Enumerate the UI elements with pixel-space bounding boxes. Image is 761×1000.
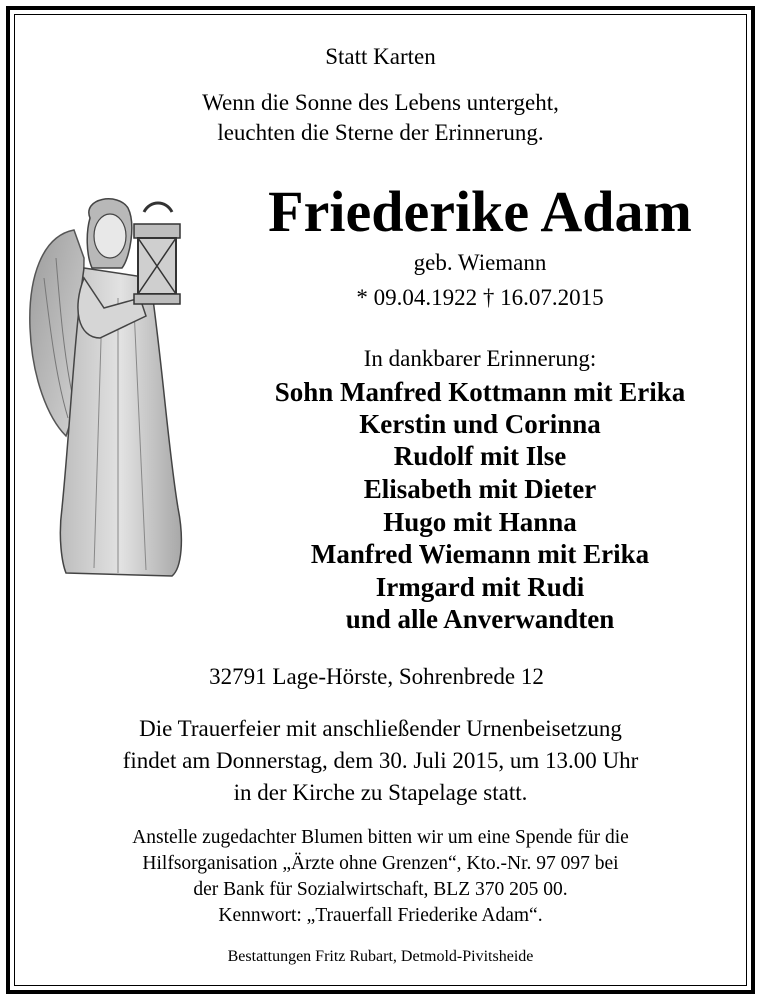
motto-line-1: Wenn die Sonne des Lebens untergeht, <box>202 90 559 115</box>
mourner-name: Manfred Wiemann mit Erika <box>310 539 650 569</box>
donation-line-1: Anstelle zugedachter Blumen bitten wir um eine Spende für die <box>132 827 629 848</box>
motto-line-2: leuchten die Sterne der Erinnerung. <box>217 120 544 145</box>
mourner-name: Elisabeth mit Dieter <box>363 474 597 504</box>
mourner-name: Rudolf mit Ilse <box>393 441 567 471</box>
deceased-name: Friederike Adam <box>268 179 692 244</box>
donation-line-4: Kennwort: „Trauerfall Friederike Adam“. <box>218 905 543 926</box>
donation-line-2: Hilfsorganisation „Ärzte ohne Grenzen“, Kto.-Nr. 97 097 bei <box>142 853 619 874</box>
mourner-name: und alle Anverwandten <box>345 604 615 634</box>
ceremony-line-2: findet am Donnerstag, dem 30. Juli 2015, um 13.00 Uhr <box>122 748 639 773</box>
address: 32791 Lage-Hörste, Sohrenbrede 12 <box>209 664 544 689</box>
mourner-name: Kerstin und Corinna <box>359 409 601 439</box>
funeral-home: Bestattungen Fritz Rubart, Detmold-Pivitsheide <box>227 948 534 965</box>
mourner-name: Hugo mit Hanna <box>383 507 577 537</box>
intro-text: Statt Karten <box>325 44 436 69</box>
life-dates: * 09.04.1922 † 16.07.2015 <box>356 285 604 310</box>
ceremony-line-3: in der Kirche zu Stapelage statt. <box>233 780 528 805</box>
mourner-name: Sohn Manfred Kottmann mit Erika <box>274 377 686 407</box>
maiden-name: geb. Wiemann <box>413 250 547 275</box>
ceremony-line-1: Die Trauerfeier mit anschließender Urnenbeisetzung <box>139 716 622 741</box>
donation-line-3: der Bank für Sozialwirtschaft, BLZ 370 205 00. <box>193 879 568 900</box>
angel-with-lantern-icon <box>22 188 202 586</box>
mourner-name: Irmgard mit Rudi <box>375 572 585 602</box>
mourners-heading: In dankbarer Erinnerung: <box>363 346 597 371</box>
